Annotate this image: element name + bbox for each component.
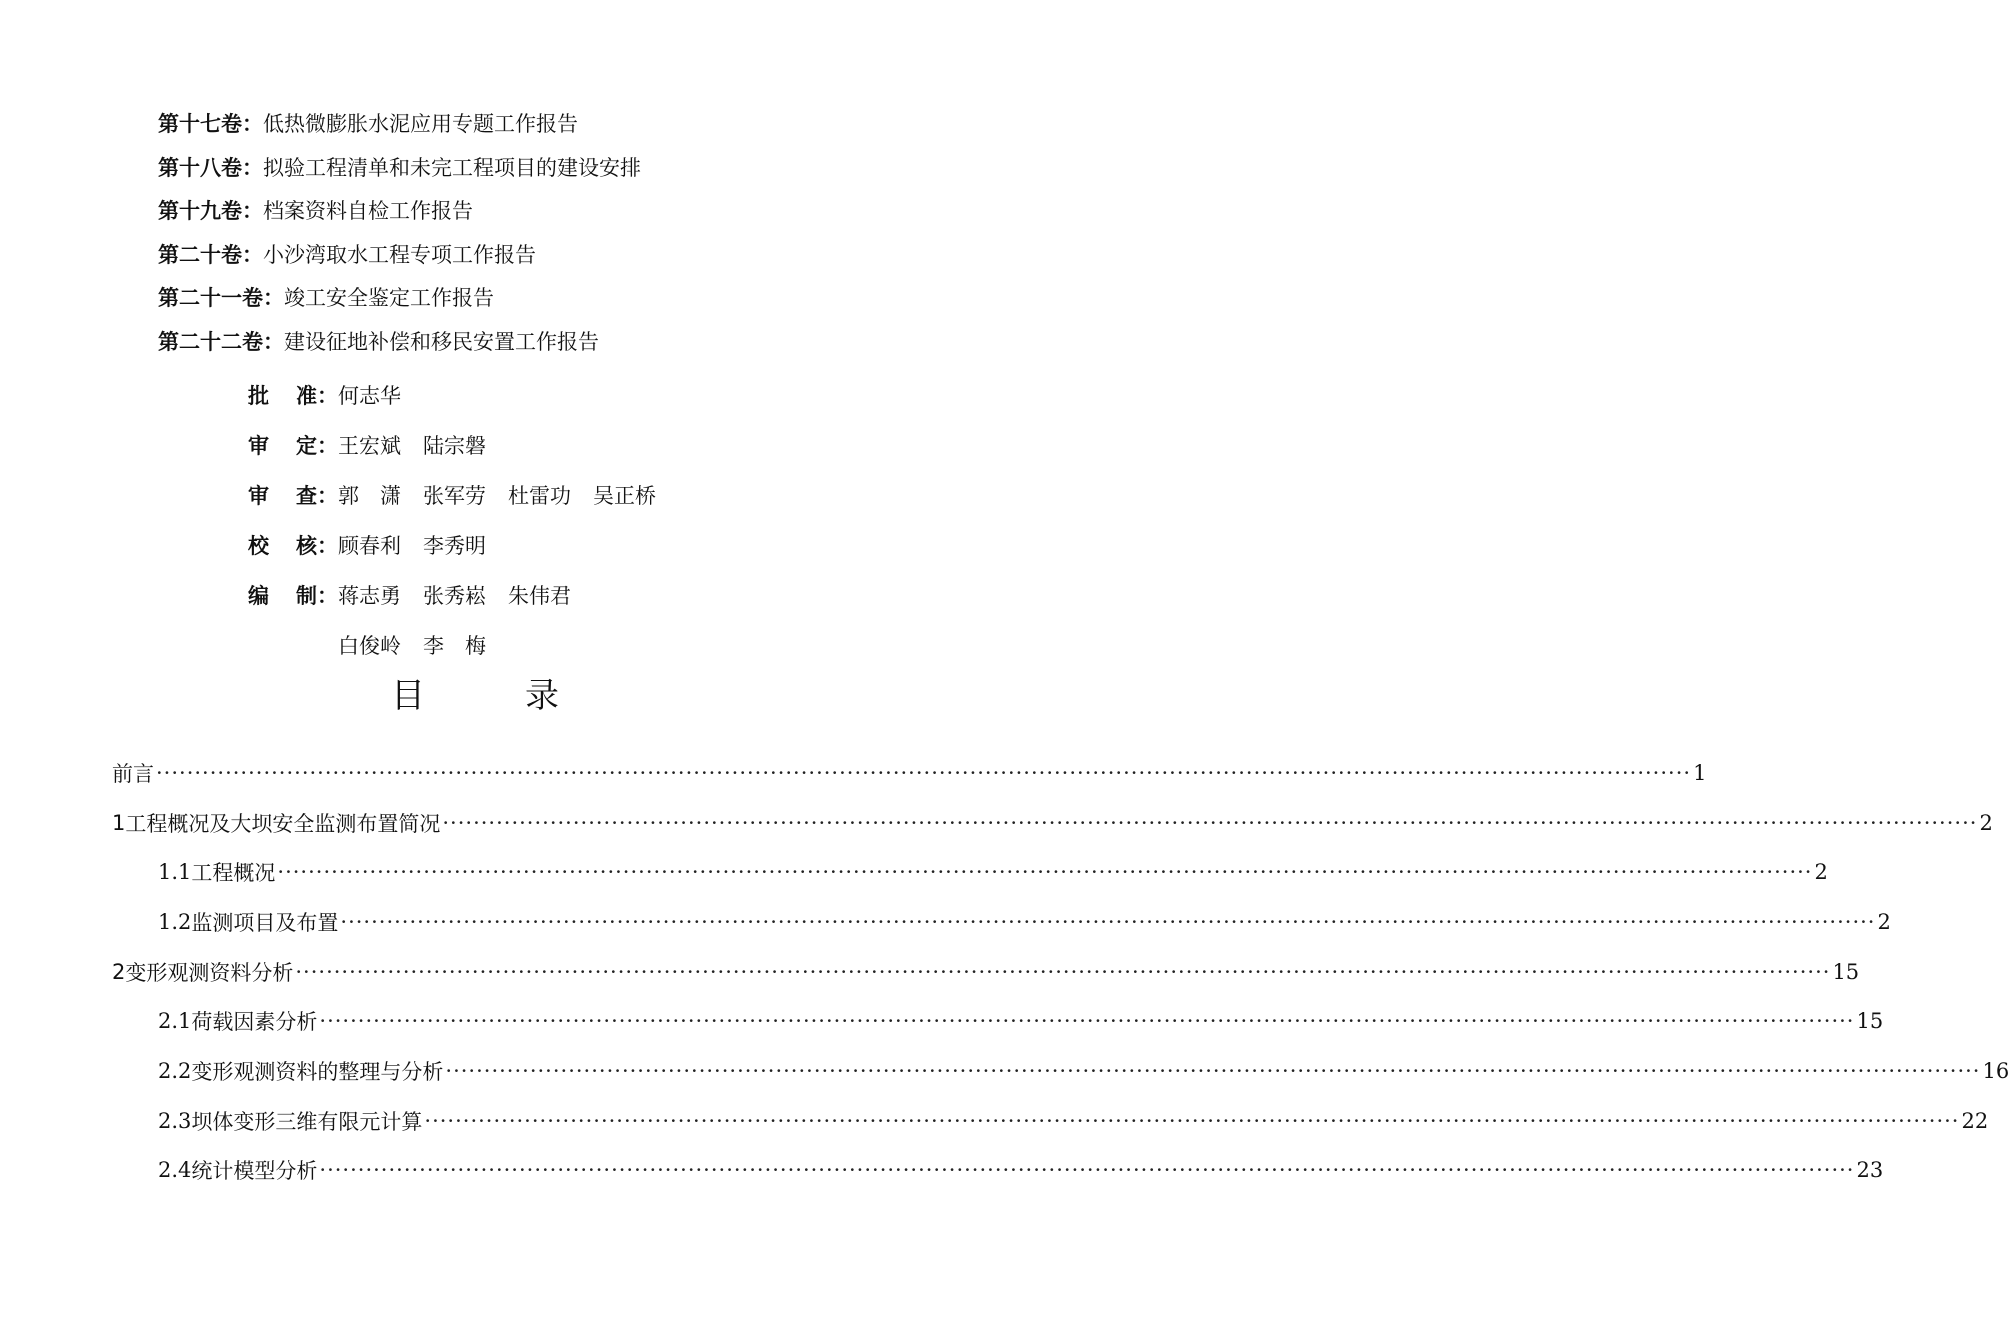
role-char: 定 xyxy=(296,434,317,458)
toc-label: 变形观测资料的整理与分析 xyxy=(191,1059,444,1084)
staff-role xyxy=(248,576,338,626)
role-char: 核 xyxy=(296,534,317,558)
role-char: 查： xyxy=(296,484,338,508)
volume-item xyxy=(158,278,641,322)
volume-title: 建设征地补偿和移民安置工作报告 xyxy=(284,329,599,354)
toc-leader: ········································································································································································································ xyxy=(319,1009,1855,1034)
toc-label: 工程概况 xyxy=(191,861,276,886)
role-char: 审 xyxy=(248,434,269,458)
staff-name: 李 梅 xyxy=(423,634,486,658)
toc-number: 2 xyxy=(112,959,126,984)
toc-number: 1 xyxy=(112,810,126,835)
staff-name: 何志华 xyxy=(338,384,401,408)
staff-names xyxy=(338,576,593,626)
staff-name: 顾春利 xyxy=(338,534,401,558)
role-char: 核： xyxy=(296,534,338,558)
role-char: 制 xyxy=(296,584,317,608)
toc-title: 目录 xyxy=(391,676,659,716)
volume-title: 竣工安全鉴定工作报告 xyxy=(284,286,494,310)
staff-role xyxy=(248,476,338,526)
staff-name: 王宏斌 xyxy=(338,434,401,458)
staff-list xyxy=(248,376,678,676)
volume-title: 档案资料自检工作报告 xyxy=(263,199,473,223)
toc-number: 2.3 xyxy=(158,1108,192,1133)
toc-leader: ········································································································································································································ xyxy=(277,860,1813,885)
toc-entry[interactable] xyxy=(112,847,1828,897)
volume-number: 第十八卷： xyxy=(158,155,263,180)
staff-names xyxy=(338,426,508,476)
staff-row-approve xyxy=(248,376,678,426)
toc-page: 2 xyxy=(1814,860,1828,885)
toc-leader: ········································································································································································································ xyxy=(340,909,1876,934)
role-char: 查 xyxy=(296,484,317,508)
toc-entry[interactable] xyxy=(112,897,1891,947)
toc-entry[interactable] xyxy=(112,748,1707,798)
staff-names xyxy=(338,526,508,576)
role-char: 定： xyxy=(296,434,338,458)
staff-role xyxy=(248,426,338,476)
role-char: 审 xyxy=(248,484,269,508)
staff-names xyxy=(338,376,423,426)
toc-page: 15 xyxy=(1856,1009,1884,1034)
staff-name: 杜雷功 xyxy=(508,484,571,508)
volume-number: 第二十卷： xyxy=(158,242,263,267)
volume-list xyxy=(158,104,641,365)
toc-leader: ········································································································································································································ xyxy=(445,1058,1981,1083)
staff-name: 白俊岭 xyxy=(338,634,401,658)
toc-page: 22 xyxy=(1961,1108,1989,1133)
staff-role xyxy=(248,376,338,426)
toc-label: 工程概况及大坝安全监测布置简况 xyxy=(125,811,441,836)
role-char: 准： xyxy=(296,384,338,408)
staff-name: 朱伟君 xyxy=(508,584,571,608)
volume-title: 低热微膨胀水泥应用专题工作报告 xyxy=(263,112,578,136)
toc-page: 23 xyxy=(1856,1158,1884,1183)
staff-names xyxy=(338,476,678,526)
toc-leader: ········································································································································································································ xyxy=(295,959,1831,984)
toc-number: 2.2 xyxy=(158,1058,192,1083)
toc-label: 变形观测资料分析 xyxy=(125,960,294,985)
toc-label: 荷载因素分析 xyxy=(191,1010,318,1035)
toc-page: 1 xyxy=(1693,760,1707,785)
volume-number: 第十七卷： xyxy=(158,112,263,136)
toc-number: 1.1 xyxy=(158,860,192,885)
staff-name: 吴正桥 xyxy=(593,484,656,508)
staff-name: 陆宗磐 xyxy=(423,434,486,458)
toc-entry[interactable] xyxy=(112,1046,2009,1096)
toc-entry[interactable] xyxy=(112,947,1860,997)
staff-role xyxy=(248,526,338,576)
volume-number: 第二十二卷： xyxy=(158,329,284,354)
staff-row-compile xyxy=(248,576,678,626)
toc-page: 15 xyxy=(1832,959,1860,984)
role-char: 批 xyxy=(248,384,269,408)
toc-entry[interactable] xyxy=(112,1146,1884,1196)
toc-label: 监测项目及布置 xyxy=(191,910,339,935)
toc-leader: ········································································································································································································ xyxy=(156,760,1692,785)
toc-page: 16 xyxy=(1982,1058,2009,1083)
role-char: 编 xyxy=(248,584,269,608)
volume-item xyxy=(158,322,641,366)
toc-label: 坝体变形三维有限元计算 xyxy=(191,1109,423,1134)
volume-item xyxy=(158,104,641,148)
staff-row-review xyxy=(248,476,678,526)
toc-entry[interactable] xyxy=(112,1096,1989,1146)
toc-leader: ········································································································································································································ xyxy=(442,810,1978,835)
toc-number: 2.4 xyxy=(158,1158,192,1183)
table-of-contents xyxy=(112,748,2009,1195)
toc-leader: ········································································································································································································ xyxy=(424,1108,1960,1133)
staff-name: 李秀明 xyxy=(423,534,486,558)
volume-title: 小沙湾取水工程专项工作报告 xyxy=(263,242,536,267)
staff-row-check xyxy=(248,526,678,576)
staff-row-determine xyxy=(248,426,678,476)
role-char: 校 xyxy=(248,534,269,558)
volume-item xyxy=(158,235,641,279)
staff-name: 郭 潇 xyxy=(338,484,401,508)
toc-entry[interactable] xyxy=(112,798,1993,848)
volume-item xyxy=(158,191,641,235)
toc-label: 前言 xyxy=(112,761,154,786)
toc-entry[interactable] xyxy=(112,996,1884,1046)
toc-leader: ········································································································································································································ xyxy=(319,1158,1855,1183)
toc-page: 2 xyxy=(1979,810,1993,835)
toc-number: 1.2 xyxy=(158,909,192,934)
staff-name: 蒋志勇 xyxy=(338,584,401,608)
volume-title: 拟验工程清单和未完工程项目的建设安排 xyxy=(263,155,641,180)
volume-number: 第十九卷： xyxy=(158,199,263,223)
toc-number: 2.1 xyxy=(158,1009,192,1034)
staff-name: 张军劳 xyxy=(423,484,486,508)
toc-label: 统计模型分析 xyxy=(191,1159,318,1184)
volume-item xyxy=(158,148,641,192)
role-char: 准 xyxy=(296,384,317,408)
toc-page: 2 xyxy=(1877,909,1891,934)
staff-name: 张秀崧 xyxy=(423,584,486,608)
volume-number: 第二十一卷： xyxy=(158,286,284,310)
role-char: 制： xyxy=(296,584,338,608)
